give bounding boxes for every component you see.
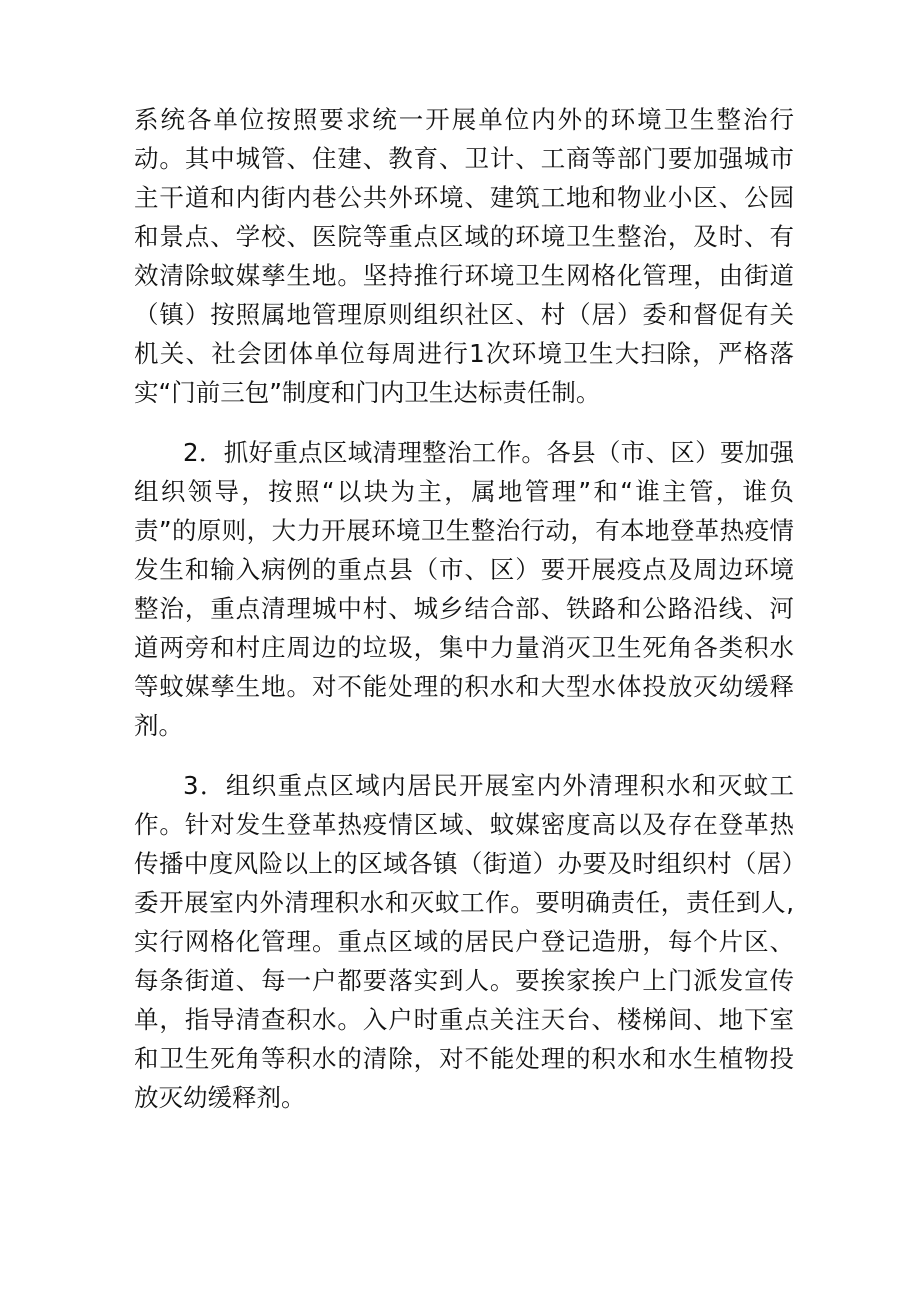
paragraph-continued: 系统各单位按照要求统一开展单位内外的环境卫生整治行动。其中城管、住建、教育、卫计、工商等部门要加强城市主干道和内街内巷公共外环境、建筑工地和物业小区、公园和景点、学校、医院等重点区域的环境卫生整治，及时、有效清除蚊媒孳生地。坚持推行环境卫生网格化管理，由街道（镇）按照属地管理原则组织社区、村（居）委和督促有关机关、社会团体单位每周进行1次环境卫生大扫除，严格落实“门前三包”制度和门内卫生达标责任制。 — [134, 105, 794, 407]
document-body — [134, 100, 794, 1138]
paragraph-item-3: 3．组织重点区域内居民开展室内外清理积水和灭蚊工作。针对发生登革热疫情区域、蚊媒密度高以及存在登革热传播中度风险以上的区域各镇（街道）办要及时组织村（居）委开展室内外清理积水和灭蚊工作。要明确责任，责任到人,实行网格化管理。重点区域的居民户登记造册，每个片区、每条街道、每一户都要落实到人。要挨家挨户上门派发宣传单，指导清查积水。入户时重点关注天台、楼梯间、地下室和卫生死角等积水的清除，对不能处理的积水和水生植物投放灭幼缓释剂。 — [134, 771, 794, 1112]
paragraph-item-2: 2．抓好重点区域清理整治工作。各县（市、区）要加强组织领导，按照“以块为主，属地管理”和“谁主管，谁负责”的原则，大力开展环境卫生整治行动，有本地登革热疫情发生和输入病例的重点县（市、区）要开展疫点及周边环境整治，重点清理城中村、城乡结合部、铁路和公路沿线、河道两旁和村庄周边的垃圾，集中力量消灭卫生死角各类积水等蚊媒孳生地。对不能处理的积水和大型水体投放灭幼缓释剂。 — [134, 438, 794, 740]
